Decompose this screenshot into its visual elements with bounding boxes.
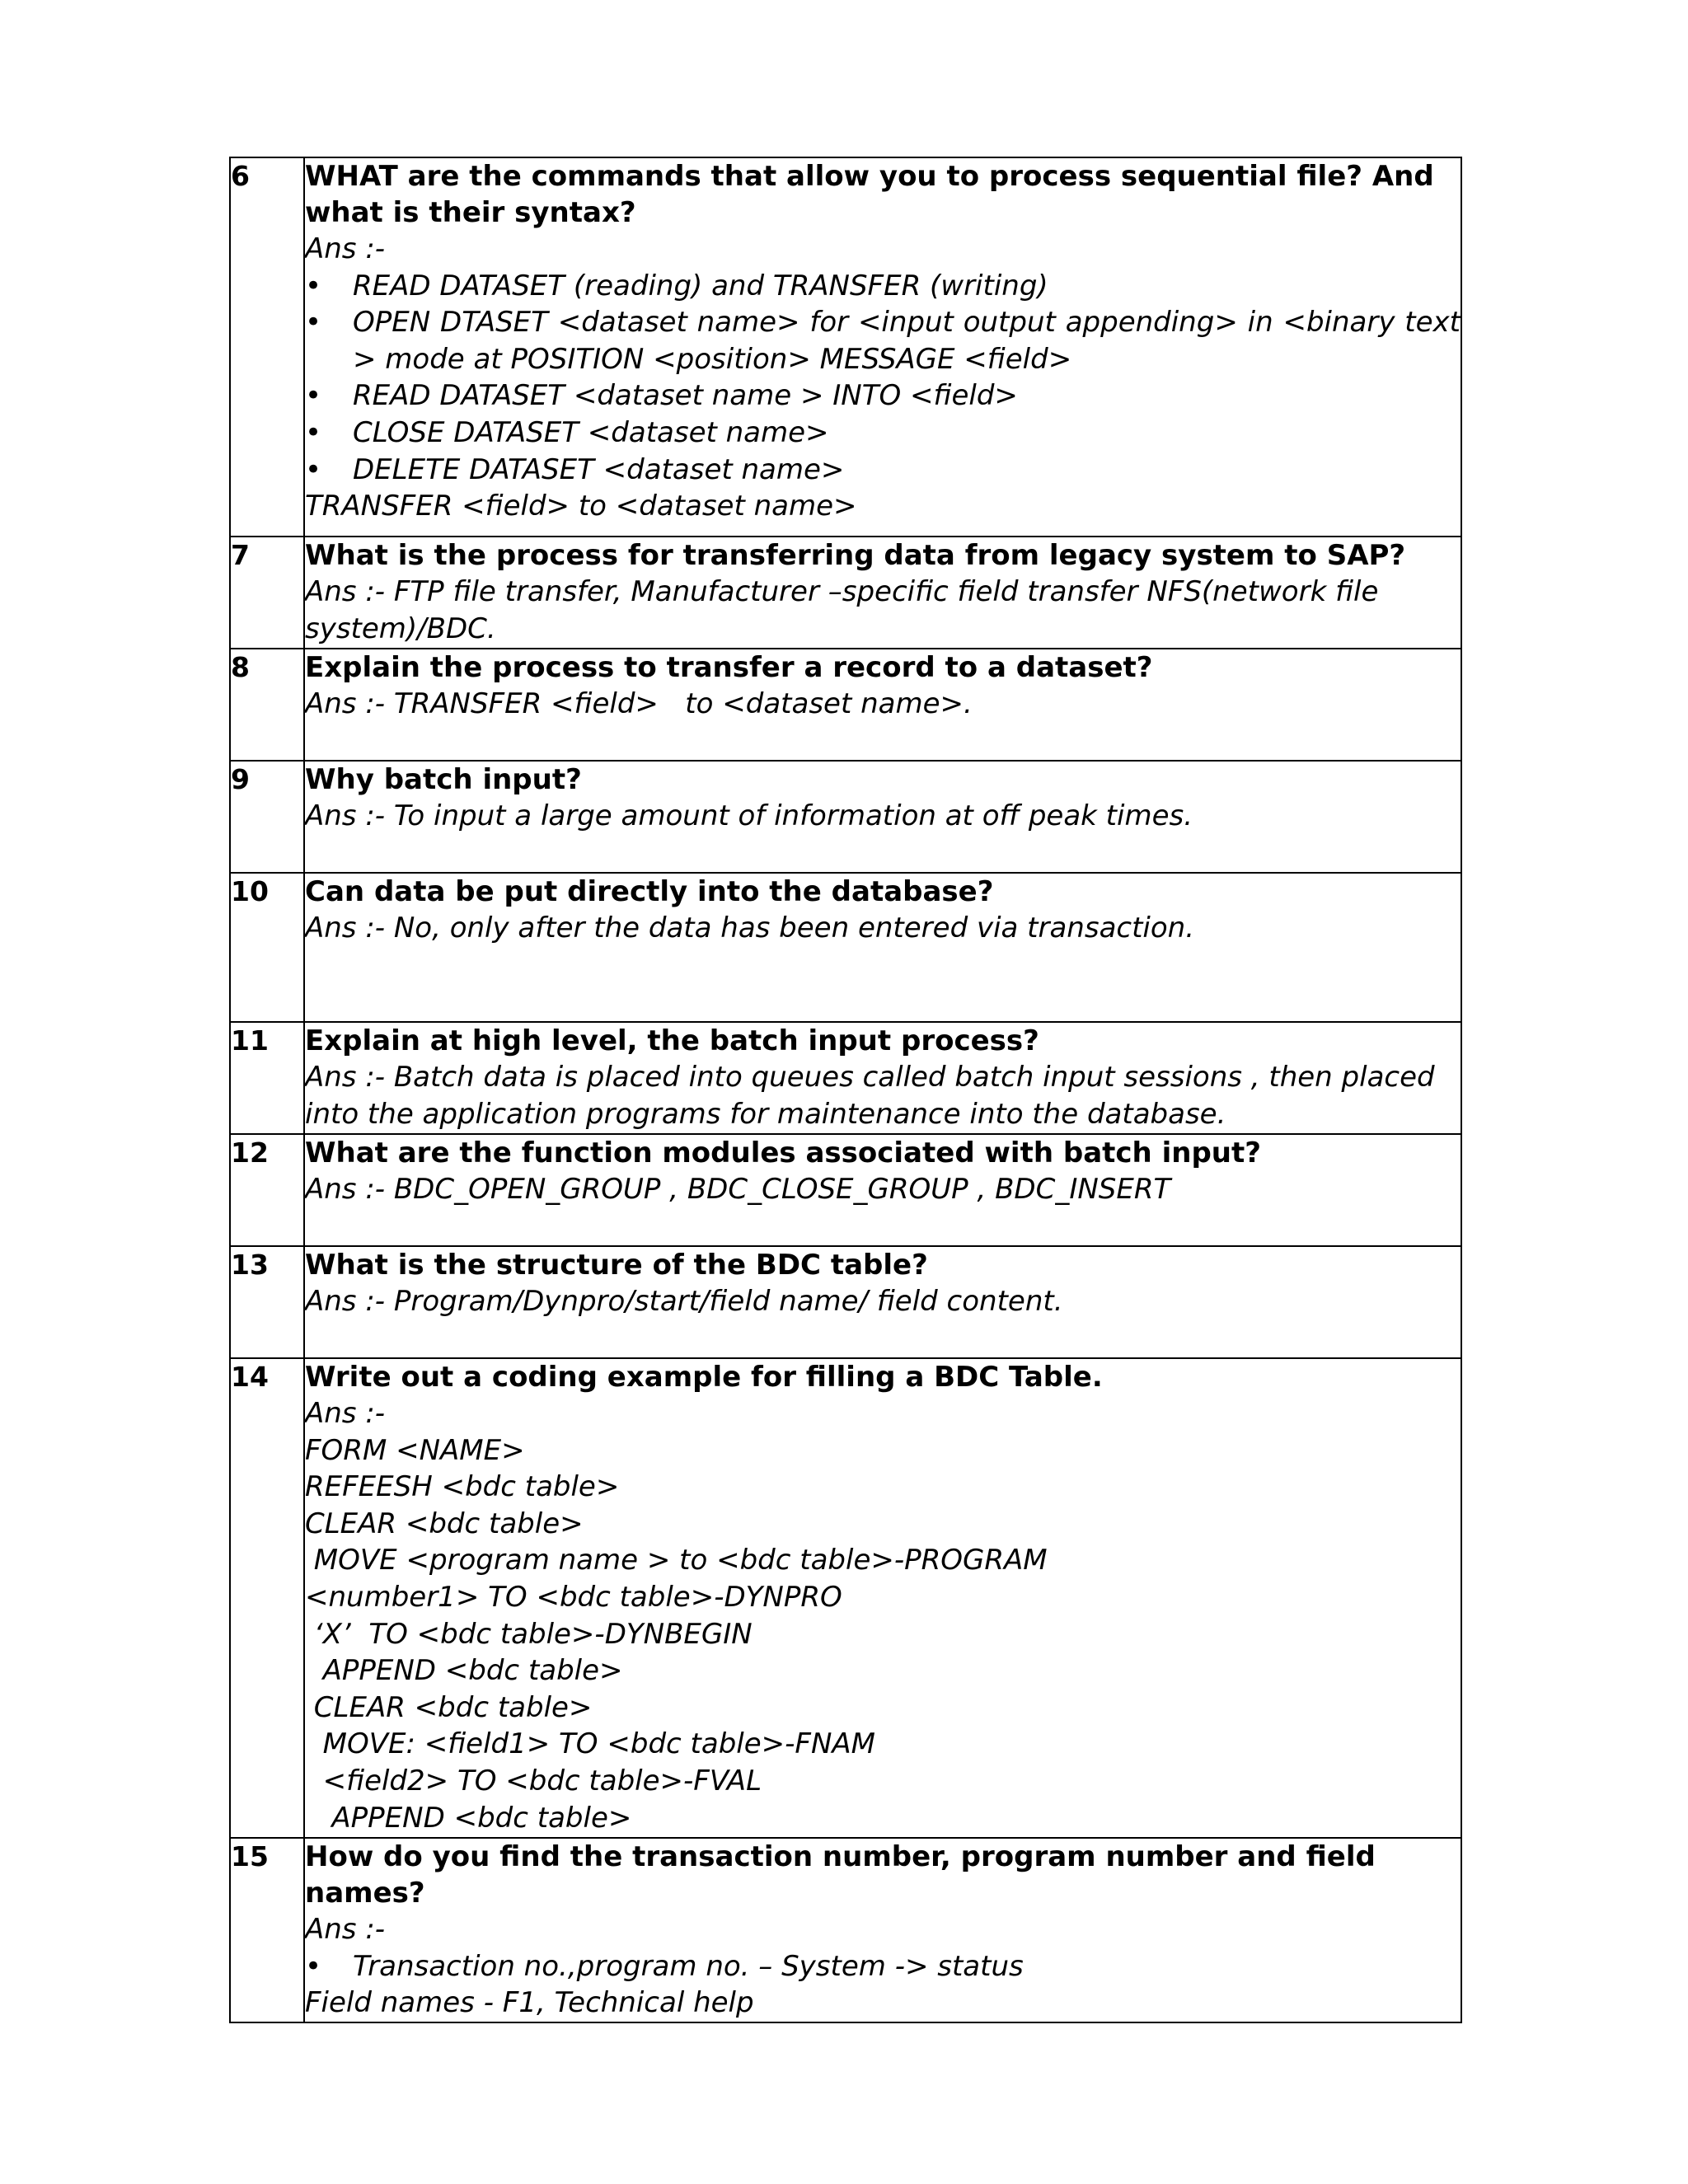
question-text: What is the structure of the BDC table?	[305, 1249, 928, 1282]
question-text: Explain at high level, the batch input process?	[305, 1024, 1039, 1057]
table-row	[230, 1358, 1461, 1838]
list-item: • CLOSE DATASET <dataset name>	[305, 415, 1461, 452]
code-line: <field2> TO <bdc table>-FVAL	[305, 1764, 762, 1797]
answer-text: Field names - F1, Technical help	[305, 1986, 754, 2020]
row-number: 15	[230, 1838, 304, 2022]
code-line: MOVE <program name > to <bdc table>-PROGRAM	[305, 1544, 1048, 1577]
code-line: APPEND <bdc table>	[305, 1801, 632, 1835]
table-row	[230, 1022, 1461, 1134]
table-row	[230, 873, 1461, 1022]
question-text: WHAT are the commands that allow you to process sequential file? And what is their syntax?	[305, 160, 1434, 229]
code-line: APPEND <bdc table>	[305, 1654, 623, 1688]
row-content	[304, 1358, 1461, 1838]
qa-table	[229, 157, 1462, 2023]
row-number: 13	[230, 1246, 304, 1358]
answer-bullet-list	[305, 1948, 1461, 1985]
answer-bullet-list	[305, 268, 1461, 489]
answer-text: Ans :- No, only after the data has been entered via transaction.	[305, 912, 1195, 944]
row-content	[304, 1022, 1461, 1134]
table-row	[230, 1838, 1461, 2022]
list-item: • DELETE DATASET <dataset name>	[305, 452, 1461, 489]
code-line: <number1> TO <bdc table>-DYNPRO	[305, 1580, 842, 1614]
code-line: ‘X’ TO <bdc table>-DYNBEGIN	[305, 1617, 753, 1651]
code-line: REFEESH <bdc table>	[305, 1470, 620, 1504]
answer-text: Ans :- FTP file transfer, Manufacturer –specific field transfer NFS(network file system)/BDC.	[305, 575, 1379, 645]
row-number: 11	[230, 1022, 304, 1134]
list-item: • OPEN DTASET <dataset name> for <input output appending> in <binary text > mode at POSITION <position> MESSAGE <field>	[305, 304, 1461, 377]
row-number: 10	[230, 873, 304, 1022]
table-row	[230, 157, 1461, 537]
code-line: FORM <NAME>	[305, 1433, 525, 1467]
question-text: What is the process for transferring data from legacy system to SAP?	[305, 539, 1406, 572]
answer-label: Ans :-	[305, 232, 386, 265]
question-text: What are the function modules associated with batch input?	[305, 1137, 1261, 1169]
answer-text: Ans :- BDC_OPEN_GROUP , BDC_CLOSE_GROUP , BDC_INSERT	[305, 1173, 1171, 1206]
answer-text: Ans :- TRANSFER <field> to <dataset name>.	[305, 687, 973, 720]
row-number: 9	[230, 761, 304, 873]
table-row	[230, 1246, 1461, 1358]
answer-text: Ans :- To input a large amount of information at off peak times.	[305, 799, 1193, 832]
table-row	[230, 537, 1461, 649]
question-text: How do you find the transaction number, program number and field names?	[305, 1840, 1376, 1910]
row-content	[304, 873, 1461, 1022]
answer-label: Ans :-	[305, 1913, 386, 1946]
answer-text: TRANSFER <field> to <dataset name>	[305, 490, 857, 523]
row-content	[304, 1838, 1461, 2022]
table-row	[230, 649, 1461, 761]
row-content	[304, 649, 1461, 761]
row-number: 7	[230, 537, 304, 649]
list-item: • READ DATASET <dataset name > INTO <field>	[305, 377, 1461, 415]
question-text: Why batch input?	[305, 763, 582, 796]
row-content	[304, 1134, 1461, 1246]
answer-text: Ans :- Batch data is placed into queues called batch input sessions , then placed into the application programs for maintenance into the database.	[305, 1061, 1435, 1131]
code-line: MOVE: <field1> TO <bdc table>-FNAM	[305, 1727, 875, 1761]
code-line: CLEAR <bdc table>	[305, 1507, 584, 1540]
question-text: Can data be put directly into the database?	[305, 875, 994, 908]
code-line: CLEAR <bdc table>	[305, 1690, 593, 1724]
code-line: Ans :-	[305, 1397, 386, 1430]
row-number: 8	[230, 649, 304, 761]
row-content	[304, 157, 1461, 537]
row-number: 6	[230, 157, 304, 537]
question-text: Explain the process to transfer a record to a dataset?	[305, 651, 1153, 684]
list-item: • Transaction no.,program no. – System -> status	[305, 1948, 1461, 1985]
row-number: 14	[230, 1358, 304, 1838]
answer-text: Ans :- Program/Dynpro/start/field name/ field content.	[305, 1285, 1063, 1318]
list-item: • READ DATASET (reading) and TRANSFER (writing)	[305, 268, 1461, 305]
row-content	[304, 761, 1461, 873]
row-number: 12	[230, 1134, 304, 1246]
table-row	[230, 1134, 1461, 1246]
row-content	[304, 1246, 1461, 1358]
question-text: Write out a coding example for filling a BDC Table.	[305, 1361, 1103, 1394]
table-row	[230, 761, 1461, 873]
row-content	[304, 537, 1461, 649]
